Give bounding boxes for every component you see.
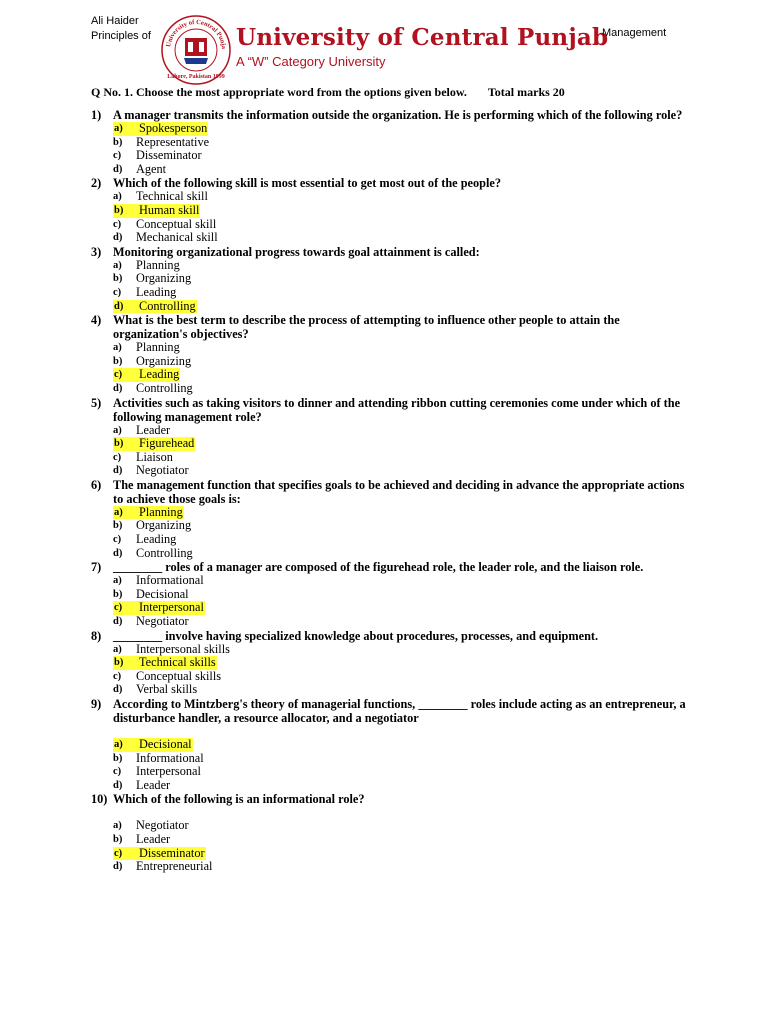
option-letter: a) <box>113 820 122 832</box>
option-text: Negotiator <box>136 614 189 629</box>
option-text: Figurehead <box>139 436 195 451</box>
option-text: Leading <box>139 367 180 382</box>
question-number: 3) <box>91 244 102 259</box>
answer-option <box>113 683 691 697</box>
option-letter: c) <box>113 847 138 861</box>
option-text: Conceptual skill <box>136 216 217 231</box>
answer-option <box>113 424 691 438</box>
question <box>91 478 691 506</box>
option-letter: d) <box>113 616 123 628</box>
option-letter: c) <box>113 218 122 230</box>
option-text: Negotiator <box>136 818 189 833</box>
answer-option-highlighted <box>113 368 691 382</box>
option-text: Interpersonal <box>139 600 204 615</box>
total-marks: Total marks 20 <box>487 85 565 99</box>
answer-option <box>113 615 691 629</box>
option-letter: d) <box>113 779 123 791</box>
option-text: Spokesperson <box>139 121 208 135</box>
question <box>91 108 691 122</box>
option-text: Organizing <box>136 353 192 368</box>
question-number: 4) <box>91 313 102 328</box>
option-text: Agent <box>136 161 167 176</box>
option-text: Decisional <box>139 737 192 751</box>
option-text: Disseminator <box>139 845 205 860</box>
option-text: Mechanical skill <box>136 230 218 245</box>
question <box>91 313 691 341</box>
question-text: What is the best term to describe the process of attempting to influence other people to attain the organization's objectives? <box>113 313 620 342</box>
option-text: Human skill <box>139 202 200 217</box>
question-text: Which of the following is an informational role? <box>113 792 365 807</box>
question <box>91 697 691 725</box>
option-text: Liaison <box>136 449 173 464</box>
question-text: Activities such as taking visitors to dinner and attending ribbon cutting ceremonies come under which of the following management role? <box>113 395 681 424</box>
answer-option <box>113 341 691 355</box>
answer-option <box>113 286 691 300</box>
option-letter: b) <box>113 656 138 670</box>
option-letter: a) <box>113 191 122 203</box>
option-text: Leader <box>136 422 171 437</box>
option-letter: d) <box>113 465 123 477</box>
option-letter: b) <box>113 588 123 600</box>
answer-option <box>113 547 691 561</box>
header-left <box>91 14 151 44</box>
answer-option <box>113 819 691 833</box>
option-text: Decisional <box>136 586 189 601</box>
option-letter: d) <box>113 163 123 175</box>
question-text: According to Mintzberg's theory of managerial functions, ________ roles include acting as an entrepreneur, a disturbance handler, a resource allocator, and a negotiator <box>113 697 686 725</box>
answer-option <box>113 574 691 588</box>
option-text: Controlling <box>136 380 193 395</box>
author-name: Ali Haider <box>91 15 139 27</box>
answer-option-highlighted <box>113 122 691 136</box>
option-text: Technical skills <box>139 655 216 670</box>
question <box>91 176 691 190</box>
question-number: 10) <box>91 792 108 807</box>
option-letter: c) <box>113 150 122 162</box>
option-letter: a) <box>113 122 138 136</box>
answer-option <box>113 752 691 766</box>
question-number: 6) <box>91 477 102 492</box>
option-letter: a) <box>113 575 122 587</box>
option-letter: b) <box>113 437 138 451</box>
question <box>91 560 691 574</box>
answer-option-highlighted <box>113 300 691 314</box>
svg-text:Lahore, Pakistan 1999: Lahore, Pakistan 1999 <box>167 74 225 80</box>
option-letter: b) <box>113 204 138 218</box>
university-tagline: A “W” Category University <box>236 54 386 69</box>
option-letter: b) <box>113 273 123 285</box>
option-letter: d) <box>113 547 123 559</box>
answer-option <box>113 355 691 369</box>
answer-option <box>113 643 691 657</box>
answer-option <box>113 833 691 847</box>
answer-option-highlighted <box>113 437 691 451</box>
question-text: Monitoring organizational progress towards goal attainment is called: <box>113 244 480 259</box>
option-text: Leader <box>136 831 171 846</box>
university-title: University of Central Punjab <box>236 24 609 51</box>
option-letter: b) <box>113 752 123 764</box>
answer-option <box>113 231 691 245</box>
answer-option <box>113 259 691 273</box>
answer-option-highlighted <box>113 204 691 218</box>
answer-option <box>113 519 691 533</box>
option-letter: c) <box>113 670 122 682</box>
question <box>91 396 691 424</box>
instructions <box>91 85 565 100</box>
option-letter: c) <box>113 601 138 615</box>
answer-option <box>113 765 691 779</box>
option-text: Entrepreneurial <box>136 859 213 874</box>
answer-option-highlighted <box>113 506 691 520</box>
instructions-text: Q No. 1. Choose the most appropriate word from the options given below. <box>91 85 467 99</box>
answer-option-highlighted <box>113 656 691 670</box>
option-letter: a) <box>113 738 138 752</box>
option-text: Verbal skills <box>136 682 198 697</box>
question-text: A manager transmits the information outside the organization. He is performing which of the following role? <box>113 108 683 122</box>
option-text: Planning <box>139 504 183 519</box>
question-text: ________ involve having specialized knowledge about procedures, processes, and equipment. <box>113 628 599 643</box>
question-number: 8) <box>91 628 102 643</box>
answer-option <box>113 218 691 232</box>
course-name-right: Management <box>602 27 667 39</box>
svg-text:University of Central Punjab: University of Central Punja <box>165 18 228 50</box>
option-letter: a) <box>113 424 122 436</box>
option-letter: c) <box>113 286 122 298</box>
answer-option <box>113 163 691 177</box>
option-letter: b) <box>113 520 123 532</box>
option-letter: b) <box>113 833 123 845</box>
answer-option <box>113 190 691 204</box>
option-letter: a) <box>113 259 122 271</box>
answer-option-highlighted <box>113 738 691 752</box>
question <box>91 792 691 806</box>
option-letter: a) <box>113 506 138 520</box>
option-text: Representative <box>136 134 210 149</box>
option-letter: c) <box>113 766 122 778</box>
option-letter: b) <box>113 136 123 148</box>
question <box>91 629 691 643</box>
answer-option <box>113 860 691 874</box>
answer-option <box>113 451 691 465</box>
answer-option <box>113 588 691 602</box>
answer-option <box>113 136 691 150</box>
question-number: 5) <box>91 395 102 410</box>
option-text: Organizing <box>136 518 192 533</box>
option-letter: d) <box>113 861 123 873</box>
question-number: 1) <box>91 108 102 122</box>
option-letter: d) <box>113 684 123 696</box>
answer-option <box>113 382 691 396</box>
option-text: Planning <box>136 257 180 272</box>
option-text: Leading <box>136 532 177 547</box>
option-text: Planning <box>136 340 180 355</box>
option-letter: d) <box>113 300 138 314</box>
option-text: Interpersonal <box>136 764 201 779</box>
option-text: Technical skill <box>136 189 208 204</box>
option-letter: d) <box>113 382 123 394</box>
option-text: Conceptual skills <box>136 668 222 683</box>
university-seal-icon <box>160 14 232 86</box>
question <box>91 245 691 259</box>
option-letter: c) <box>113 534 122 546</box>
answer-option <box>113 670 691 684</box>
answer-option <box>113 779 691 793</box>
answer-option <box>113 272 691 286</box>
option-text: Leader <box>136 777 171 792</box>
option-text: Disseminator <box>136 148 202 163</box>
option-text: Controlling <box>136 545 193 560</box>
option-letter: c) <box>113 368 138 382</box>
option-text: Organizing <box>136 271 192 286</box>
option-letter: c) <box>113 451 122 463</box>
question-number: 9) <box>91 697 102 711</box>
question-text: Which of the following skill is most essential to get most out of the people? <box>113 176 502 191</box>
answer-option <box>113 149 691 163</box>
question-list <box>91 108 691 874</box>
answer-option <box>113 533 691 547</box>
option-letter: a) <box>113 643 122 655</box>
question-number: 2) <box>91 176 102 191</box>
answer-option-highlighted <box>113 601 691 615</box>
question-text: The management function that specifies goals to be achieved and deciding in advance the appropriate actions to achieve those goals is: <box>113 477 685 506</box>
option-letter: d) <box>113 232 123 244</box>
option-letter: a) <box>113 342 122 354</box>
option-text: Controlling <box>139 298 196 313</box>
answer-option-highlighted <box>113 847 691 861</box>
option-text: Leading <box>136 284 177 299</box>
course-name: Principles of <box>91 30 151 42</box>
question-number: 7) <box>91 560 102 575</box>
option-text: Interpersonal skills <box>136 641 230 656</box>
answer-option <box>113 464 691 478</box>
option-text: Informational <box>136 750 204 765</box>
option-text: Informational <box>136 573 204 588</box>
question-text: ________ roles of a manager are composed of the figurehead role, the leader role, and the liaison role. <box>113 560 644 575</box>
option-text: Negotiator <box>136 463 189 478</box>
option-letter: b) <box>113 355 123 367</box>
